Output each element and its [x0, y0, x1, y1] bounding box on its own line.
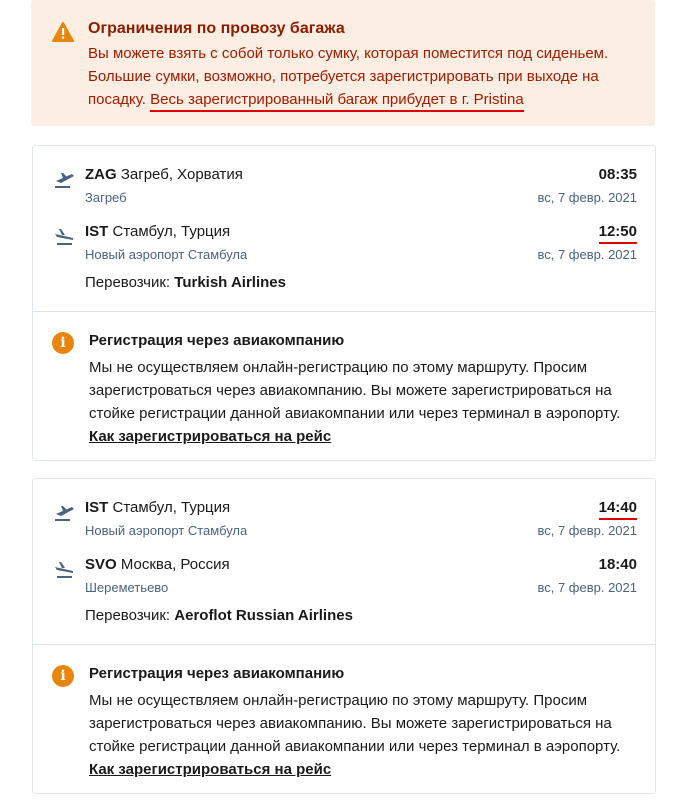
carrier: Перевозчик: Turkish Airlines — [85, 274, 286, 291]
notice-text — [88, 42, 648, 111]
notice-title: Ограничения по провозу багажа — [88, 20, 345, 37]
departure-city: ZAG Загреб, Хорватия — [85, 166, 243, 183]
arrival-city: SVO Москва, Россия — [85, 556, 230, 573]
takeoff-icon — [53, 502, 75, 522]
checkin-text: Мы не осуществляем онлайн-регистрацию по этому маршруту. Просим зарегистроваться через авиакомпанию. Вы можете зарегистрироваться на стойке регистрации данной авиакомпании или через терминал в аэропорту. — [89, 359, 621, 422]
info-icon: i — [52, 332, 74, 354]
departure-row — [33, 498, 655, 548]
warning-icon — [52, 22, 74, 42]
checkin-info — [33, 312, 655, 460]
checkin-text: Мы не осуществляем онлайн-регистрацию по этому маршруту. Просим зарегистроваться через авиакомпанию. Вы можете зарегистрироваться на стойке регистрации данной авиакомпании или через терминал в аэропорту. — [89, 692, 621, 755]
baggage-notice — [31, 0, 655, 126]
arrival-time: 12:50 — [599, 223, 637, 244]
checkin-howto-link[interactable]: Как зарегистрироваться на рейс — [89, 428, 332, 445]
arrival-time: 18:40 — [598, 556, 637, 573]
departure-time: 08:35 — [598, 166, 637, 183]
arrival-date: вс, 7 февр. 2021 — [537, 247, 637, 262]
carrier: Перевозчик: Aeroflot Russian Airlines — [85, 607, 353, 624]
departure-airport: Новый аэропорт Стамбула — [85, 523, 248, 538]
departure-date: вс, 7 февр. 2021 — [537, 523, 637, 538]
arrival-city: IST Стамбул, Турция — [85, 223, 231, 240]
arrival-row — [33, 555, 655, 605]
arrival-row — [33, 222, 655, 272]
arrival-airport: Шереметьево — [85, 580, 169, 595]
departure-row — [33, 165, 655, 215]
departure-date: вс, 7 февр. 2021 — [537, 190, 637, 205]
departure-airport: Загреб — [85, 190, 127, 205]
flight-segment-card — [32, 145, 656, 461]
arrival-date: вс, 7 февр. 2021 — [537, 580, 637, 595]
checkin-info — [33, 645, 655, 793]
arrival-airport: Новый аэропорт Стамбула — [85, 247, 248, 262]
info-icon: i — [52, 665, 74, 687]
takeoff-icon — [53, 169, 75, 189]
checkin-title: Регистрация через авиакомпанию — [89, 665, 345, 682]
departure-city: IST Стамбул, Турция — [85, 499, 231, 516]
notice-body: Вы можете взять с собой только сумку, которая поместится под сиденьем. Большие сумки, возможно, потребуется зарегистрировать при выходе на посадку. — [88, 45, 609, 108]
landing-icon — [53, 559, 75, 579]
departure-time: 14:40 — [599, 499, 637, 520]
notice-highlight: Весь зарегистрированный багаж прибудет в г. Pristina — [150, 91, 524, 112]
flight-segment-card — [32, 478, 656, 794]
checkin-howto-link[interactable]: Как зарегистрироваться на рейс — [89, 761, 332, 778]
checkin-title: Регистрация через авиакомпанию — [89, 332, 345, 349]
landing-icon — [53, 226, 75, 246]
